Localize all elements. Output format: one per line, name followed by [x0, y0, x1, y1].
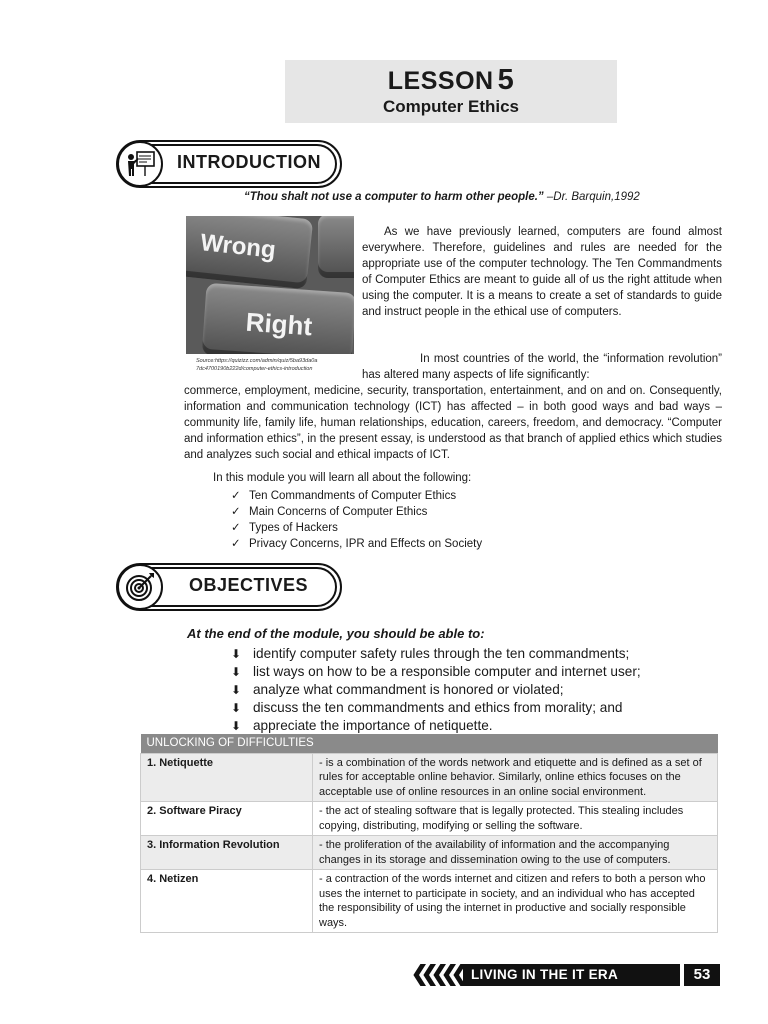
arrow-down-icon: ⬇ [231, 683, 242, 697]
quote-text: “Thou shalt not use a computer to harm other people.” [244, 191, 544, 203]
glossary-term: 1. Netiquette [141, 753, 313, 802]
wrong-key: Wrong [186, 216, 313, 289]
objectives-heading [121, 567, 337, 607]
check-icon: ✓ [231, 538, 241, 550]
table-row [141, 836, 718, 870]
learn-intro: In this module you will learn all about the following: [213, 472, 472, 484]
introduction-heading [121, 144, 337, 184]
right-key: Right [202, 283, 354, 354]
list-item: ✓ Main Concerns of Computer Ethics [231, 506, 428, 518]
footer-title: LIVING IN THE IT ERA [463, 964, 681, 986]
page-number: 53 [680, 964, 720, 986]
glossary-definition: - the proliferation of the availability of information and the accompanying changes in its storage and dissemination owing to the use of computers. [313, 836, 718, 870]
check-icon: ✓ [231, 490, 241, 502]
list-item: ⬇ discuss the ten commandments and ethics from morality; and [231, 700, 623, 715]
quote-author: –Dr. Barquin,1992 [543, 191, 640, 203]
keyboard-photo [186, 216, 354, 354]
arrow-down-icon: ⬇ [231, 647, 242, 661]
introduction-title: INTRODUCTION [177, 152, 321, 172]
lesson-number: 5 [497, 64, 515, 96]
list-item: ⬇ appreciate the importance of netiquette. [231, 718, 493, 733]
lesson-header [285, 60, 617, 123]
glossary-term: 3. Information Revolution [141, 836, 313, 870]
intro-paragraph-1: As we have previously learned, computers are found almost everywhere. Therefore, guidelines and rules are needed for the appropriate use of the computer technology. The Ten Commandments of Computer Ethics are meant to guide all of us the right attitude when using the computer. It is a means to create a set of standards to guide and instruct people in the ethical use of computers. [362, 226, 722, 318]
list-item: ⬇ identify computer safety rules through the ten commandments; [231, 646, 630, 661]
arrow-down-icon: ⬇ [231, 701, 242, 715]
lesson-title [285, 64, 617, 97]
side-key [318, 216, 354, 278]
glossary-definition: - the act of stealing software that is legally protected. This stealing includes copying, distributing, modifying or selling the software. [313, 802, 718, 836]
lesson-subtitle: Computer Ethics [382, 97, 520, 116]
intro-paragraph-2-start: In most countries of the world, the “information revolution” has altered many aspects of life significantly: [362, 353, 722, 381]
list-item: ✓ Ten Commandments of Computer Ethics [231, 490, 457, 502]
list-item: ⬇ analyze what commandment is honored or violated; [231, 682, 564, 697]
photo-source: Source:https://quizizz.com/admin/quiz/5ba93da0a 7dc4700190b222d/computer-ethics-introduction [196, 358, 318, 372]
intro-paragraph-2-rest: commerce, employment, medicine, security, transportation, entertainment, and on and on. Consequently, information and communication technology (ICT) has affected – in both good ways and bad ways – community life, family life, human relationships, education, careers, freedom, and democracy. “Computer and information ethics”, in the present essay, is understood as that branch of applied ethics which studies and analyzes such social and ethical impacts of ICT. [184, 385, 722, 461]
objectives-lead: At the end of the module, you should be able to: [187, 626, 485, 641]
list-item: ✓ Privacy Concerns, IPR and Effects on Society [231, 538, 483, 550]
quote [244, 191, 640, 203]
glossary-term: 2. Software Piracy [141, 802, 313, 836]
objectives-list [231, 645, 641, 735]
list-item: ⬇ list ways on how to be a responsible computer and internet user; [231, 664, 641, 679]
check-icon: ✓ [231, 522, 241, 534]
list-item: ✓ Types of Hackers [231, 522, 338, 534]
learn-list [231, 488, 482, 552]
target-icon [117, 564, 163, 610]
table-row [141, 753, 718, 802]
table-row [141, 870, 718, 933]
check-icon: ✓ [231, 506, 241, 518]
objectives-title: OBJECTIVES [189, 575, 309, 595]
arrow-down-icon: ⬇ [231, 665, 242, 679]
glossary-term: 4. Netizen [141, 870, 313, 933]
presenter-icon [117, 141, 163, 187]
glossary-definition: - a contraction of the words internet and citizen and refers to both a person who uses the internet to participate in society, and an individual who has accepted the responsibility of using the internet in productive and socially responsible ways. [313, 870, 718, 933]
arrow-down-icon: ⬇ [231, 719, 242, 733]
table-row [141, 802, 718, 836]
glossary-table [140, 734, 718, 933]
lesson-label: LESSON [387, 67, 494, 95]
glossary-header: UNLOCKING OF DIFFICULTIES [141, 734, 718, 753]
glossary-definition: - is a combination of the words network and etiquette and is defined as a set of rules for acceptable online behavior. Similarly, online ethics focuses on the acceptable use of online resources in an online social environment. [313, 753, 718, 802]
